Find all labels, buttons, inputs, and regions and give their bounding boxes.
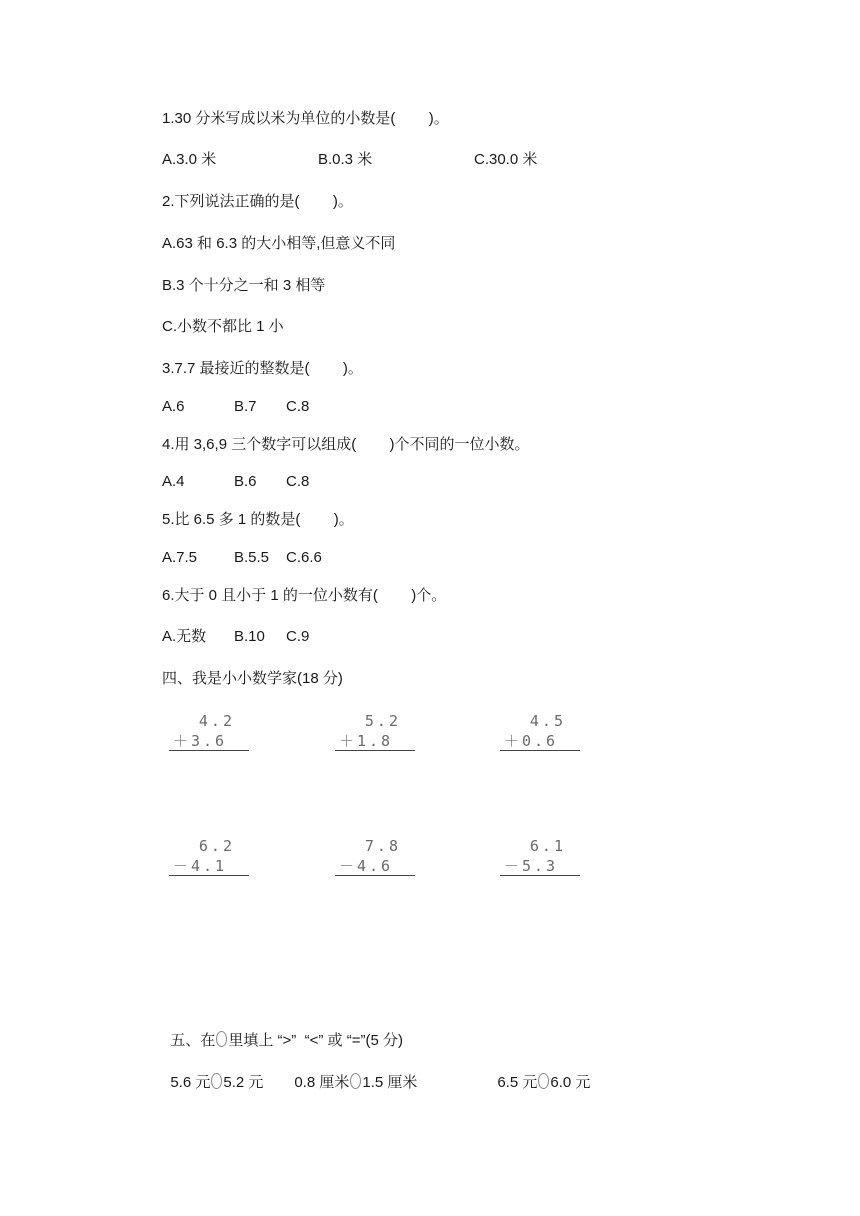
sum-line <box>169 750 249 751</box>
question-2: 2.下列说法正确的是( )。 <box>162 193 353 210</box>
circle-blank-icon <box>216 1031 227 1047</box>
bottom-operand: ＋1.8 <box>339 732 394 750</box>
question-3: 3.7.7 最接近的整数是( )。 <box>162 360 363 377</box>
q1-option-c: C.30.0 米 <box>474 151 538 168</box>
section-5-title-post: 里填上 “>” “<” 或 “=”(5 分) <box>228 1032 403 1049</box>
bottom-operand: ＋0.6 <box>504 732 559 750</box>
compare-circle-blank[interactable] <box>538 1073 549 1089</box>
top-operand: 6.1 <box>529 837 566 855</box>
question-1: 1.30 分米写成以米为单位的小数是( )。 <box>162 110 449 127</box>
q5-option-c: C.6.6 <box>286 549 322 566</box>
q6-option-a: A.无数 <box>162 628 207 645</box>
q3-option-c: C.8 <box>286 398 310 415</box>
compare-left: 5.6 元 <box>170 1074 211 1091</box>
bottom-operand: ＋3.6 <box>173 732 228 750</box>
q1-option-b: B.0.3 米 <box>318 151 373 168</box>
compare-left: 6.5 元 <box>497 1074 538 1091</box>
section-5-title <box>162 1013 403 1050</box>
top-operand: 4.5 <box>529 712 566 730</box>
bottom-operand: －5.3 <box>504 857 559 875</box>
q3-option-b: B.7 <box>234 398 257 415</box>
q5-option-b: B.5.5 <box>234 549 270 566</box>
compare-circle-blank[interactable] <box>211 1073 222 1089</box>
top-operand: 7.8 <box>364 837 401 855</box>
top-operand: 4.2 <box>198 712 235 730</box>
q2-option-a: A.63 和 6.3 的大小相等,但意义不同 <box>162 235 396 252</box>
compare-circle-blank[interactable] <box>350 1073 361 1089</box>
question-6: 6.大于 0 且小于 1 的一位小数有( )个。 <box>162 587 447 604</box>
compare-item-2 <box>286 1055 417 1092</box>
difference-line <box>335 875 415 876</box>
q3-option-a: A.6 <box>162 398 185 415</box>
difference-line <box>169 875 249 876</box>
difference-line <box>500 875 580 876</box>
q4-option-b: B.6 <box>234 473 257 490</box>
q4-option-a: A.4 <box>162 473 185 490</box>
bottom-operand: －4.6 <box>339 857 394 875</box>
compare-right: 6.0 元 <box>550 1074 591 1091</box>
bottom-operand: －4.1 <box>173 857 228 875</box>
q2-option-c: C.小数不都比 1 小 <box>162 318 284 335</box>
top-operand: 6.2 <box>198 837 235 855</box>
q4-option-c: C.8 <box>286 473 310 490</box>
sum-line <box>335 750 415 751</box>
compare-right: 1.5 厘米 <box>362 1074 418 1091</box>
q5-option-a: A.7.5 <box>162 549 198 566</box>
question-5: 5.比 6.5 多 1 的数是( )。 <box>162 511 354 528</box>
q2-option-b: B.3 个十分之一和 3 相等 <box>162 277 326 294</box>
compare-left: 0.8 厘米 <box>294 1074 350 1091</box>
compare-item-3 <box>489 1055 590 1092</box>
question-4: 4.用 3,6,9 三个数字可以组成( )个不同的一位小数。 <box>162 436 530 453</box>
sum-line <box>500 750 580 751</box>
top-operand: 5.2 <box>364 712 401 730</box>
compare-right: 5.2 元 <box>223 1074 264 1091</box>
section-5-title-pre: 五、在 <box>170 1032 216 1049</box>
compare-item-1 <box>162 1055 263 1092</box>
q1-option-a: A.3.0 米 <box>162 151 217 168</box>
q6-option-c: C.9 <box>286 628 310 645</box>
q6-option-b: B.10 <box>234 628 265 645</box>
section-4-title: 四、我是小小数学家(18 分) <box>162 670 343 687</box>
